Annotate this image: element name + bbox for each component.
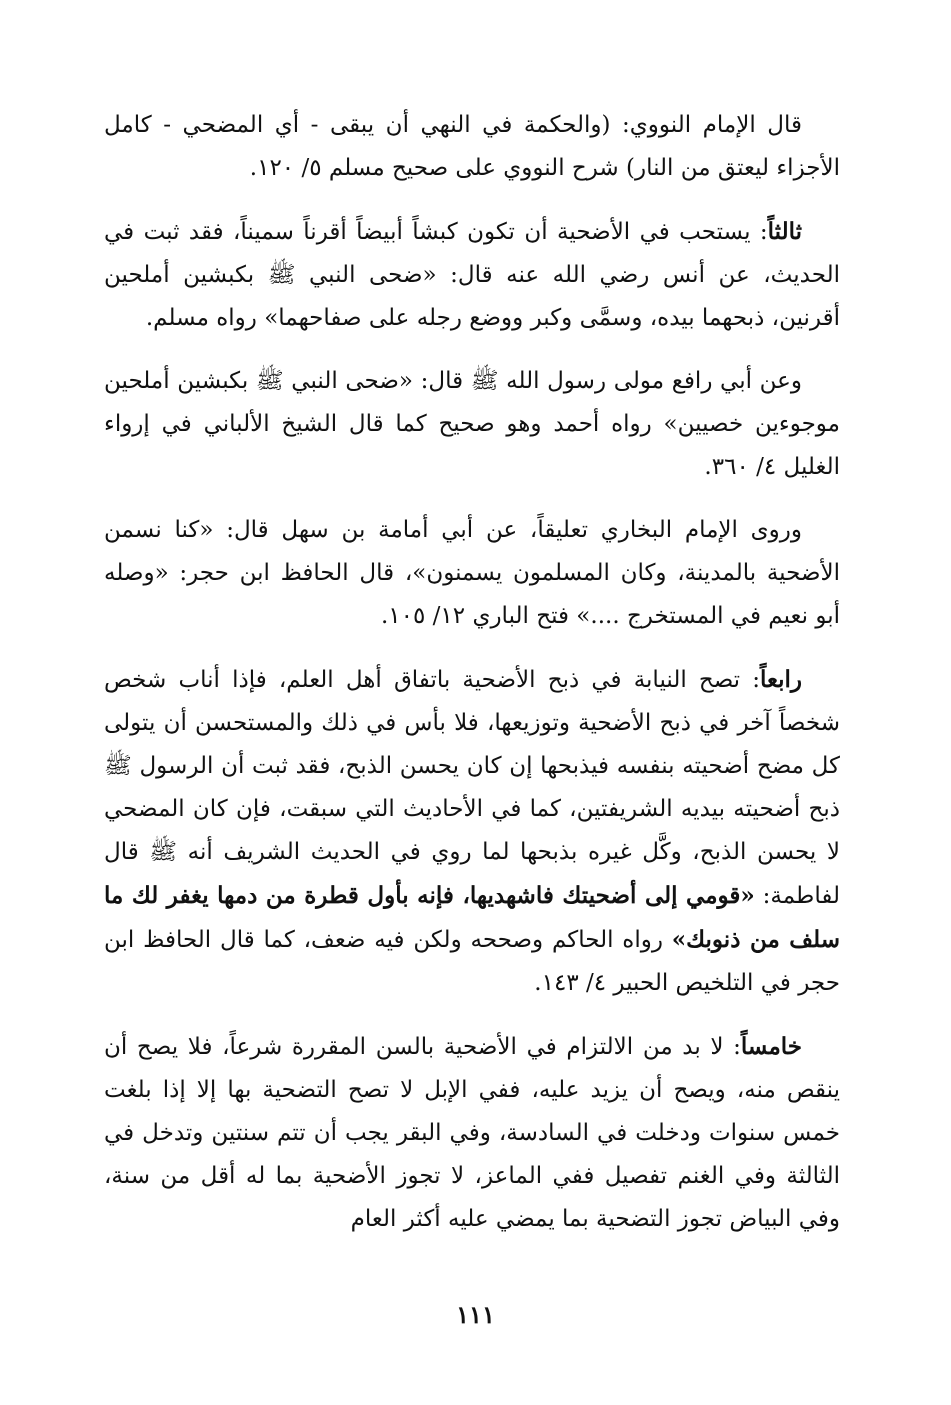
- section-label-fifth: خامساً: [740, 1033, 802, 1060]
- paragraph-bukhari: [104, 509, 840, 638]
- paragraph-text: : لا بد من الالتزام في الأضحية بالسن المقررة شرعاً، فلا يصح أن ينقص منه، ويصح أن يزيد عليه، ففي الإبل لا تصح التضحية بها إلا إذا بلغت خمس سنوات ودخلت في السادسة، وفي البقر يجب أن تتم سنتين وتدخل في الثالثة وفي الغنم تفصيل ففي الماعز، لا تجوز الأضحية بما له أقل من سنة، وفي البياض تجوز التضحية بما يمضي عليه أكثر العام: [104, 1034, 840, 1232]
- paragraph-text: قال الإمام النووي: (والحكمة في النهي أن يبقى - أي المضحي - كامل الأجزاء ليعتق من النار) شرح النووي على صحيح مسلم ٥/ ١٢٠.: [104, 112, 840, 181]
- page-number: ١١١: [456, 1300, 495, 1329]
- paragraph-fourth-point: [104, 658, 840, 1005]
- paragraph-text: : يستحب في الأضحية أن تكون كبشاً أبيضاً أقرناً سميناً، فقد ثبت في الحديث، عن أنس رضي الله عنه قال: «ضحى النبي ﷺ بكبشين أملحين أقرنين، ذبحهما بيده، وسمَّى وكبر ووضع رجله على صفاحهما» رواه مسلم.: [104, 219, 840, 331]
- paragraph-nawawi-quote: [104, 104, 840, 190]
- paragraph-text: وعن أبي رافع مولى رسول الله ﷺ قال: «ضحى النبي ﷺ بكبشين أملحين موجوءين خصيين» رواه أحمد وهو صحيح كما قال الشيخ الألباني في إرواء الغليل ٤/ ٣٦٠.: [104, 368, 840, 480]
- paragraph-fifth-point: [104, 1025, 840, 1241]
- paragraph-abu-rafi: [104, 360, 840, 489]
- paragraph-third-point: [104, 210, 840, 340]
- section-label-fourth: رابعاً: [759, 666, 802, 693]
- hadith-quote-bold: «قومي إلى أضحيتك فاشهديها، فإنه بأول قطرة من دمها يغفر لك ما سلف من ذنوبك»: [104, 882, 840, 953]
- page-body: [104, 104, 840, 1241]
- paragraph-text: وروى الإمام البخاري تعليقاً، عن أبي أمامة بن سهل قال: «كنا نسمن الأضحية بالمدينة، وكان المسلمون يسمنون»، قال الحافظ ابن حجر: «وصله أبو نعيم في المستخرج ....» فتح الباري ١٢/ ١٠٥.: [104, 517, 840, 629]
- paragraph-text: : تصح النيابة في ذبح الأضحية باتفاق أهل العلم، فإذا أناب شخص شخصاً آخر في ذبح الأضحية وتوزيعها، فلا بأس في ذلك والمستحسن أن يتولى كل مضح أضحيته بنفسه فيذبحها إن كان يحسن الذبح، فقد ثبت أن الرسول ﷺ ذبح أضحيته بيديه الشريفتين، كما في الأحاديث التي سبقت، فإن كان المضحي لا يحسن الذبح، وكَّل غيره بذبحها لما روي في الحديث الشريف أنه ﷺ قال لفاطمة:: [104, 667, 840, 909]
- paragraph-text-after: رواه الحاكم وصححه ولكن فيه ضعف، كما قال الحافظ ابن حجر في التلخيص الحبير ٤/ ١٤٣.: [104, 927, 840, 996]
- section-label-third: ثالثاً: [767, 218, 802, 245]
